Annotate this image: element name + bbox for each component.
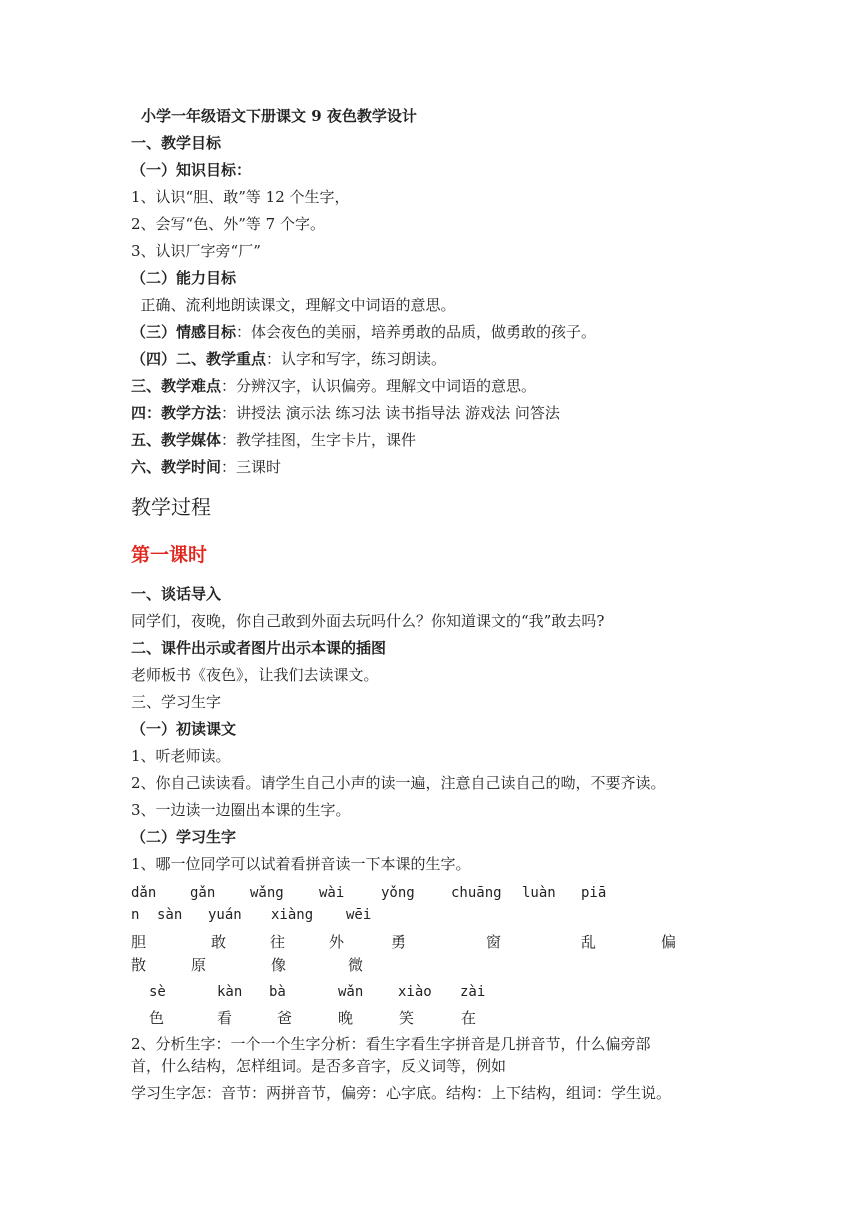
lesson-heading: 第一课时 bbox=[131, 544, 208, 566]
hanzi: 敢 bbox=[211, 933, 227, 951]
paragraph: 同学们，夜晚，你自己敢到外面去玩吗什么？你知道课文的“我”敢去吗? bbox=[131, 612, 605, 630]
line-key-points bbox=[131, 349, 446, 369]
label: 三、教学难点 bbox=[131, 377, 222, 395]
subsection-heading: （一）知识目标： bbox=[131, 161, 252, 179]
hanzi: 爸 bbox=[277, 1009, 293, 1027]
pinyin: wài bbox=[319, 885, 345, 901]
paragraph: 正确、流利地朗读课文，理解文中词语的意思。 bbox=[131, 296, 456, 314]
pinyin: piā bbox=[581, 885, 607, 901]
list-item: 1、认识“胆、敢”等 12 个生字， bbox=[131, 188, 350, 206]
line-media bbox=[131, 430, 416, 450]
label: （四）二、教学重点 bbox=[131, 350, 267, 368]
pinyin: xiào bbox=[398, 984, 432, 1000]
paragraph: 老师板书《夜色》，让我们去读课文。 bbox=[131, 666, 379, 684]
hanzi: 色 bbox=[149, 1009, 165, 1027]
subsection-heading: （二）能力目标 bbox=[131, 269, 237, 287]
label: （三）情感目标 bbox=[131, 323, 237, 341]
label: 五、教学媒体 bbox=[131, 431, 222, 449]
hanzi: 晚 bbox=[338, 1009, 354, 1027]
pinyin: bà bbox=[269, 984, 286, 1000]
section-heading: 三、学习生字 bbox=[131, 693, 222, 711]
hanzi: 看 bbox=[217, 1009, 233, 1027]
pinyin: wǎng bbox=[250, 885, 284, 901]
list-item: 3、认识厂字旁“厂” bbox=[131, 242, 261, 260]
list-item: 1、听老师读。 bbox=[131, 747, 231, 765]
pinyin: luàn bbox=[522, 885, 556, 901]
line-emotion-goal bbox=[131, 322, 596, 342]
process-heading: 教学过程 bbox=[131, 495, 211, 519]
pinyin: chuāng bbox=[451, 885, 502, 901]
list-item: 3、一边读一边圈出本课的生字。 bbox=[131, 801, 351, 819]
paragraph: 2、分析生字：一个一个生字分析：看生字看生字拼音是几拼音节，什么偏旁部 bbox=[131, 1035, 651, 1053]
pinyin: zài bbox=[460, 984, 486, 1000]
hanzi: 散 bbox=[131, 956, 147, 974]
hanzi: 微 bbox=[348, 956, 364, 974]
pinyin: yuán bbox=[208, 907, 242, 923]
text: ：体会夜色的美丽，培养勇敢的品质，做勇敢的孩子。 bbox=[236, 323, 597, 341]
pinyin: sè bbox=[149, 984, 166, 1000]
hanzi: 像 bbox=[271, 956, 287, 974]
list-item: 2、你自己读读看。请学生自己小声的读一遍，注意自己读自己的呦，不要齐读。 bbox=[131, 774, 666, 792]
text: ：三课时 bbox=[221, 458, 282, 476]
pinyin: yǒng bbox=[381, 885, 415, 901]
line-time bbox=[131, 457, 281, 477]
list-item: 1、哪一位同学可以试着看拼音读一下本课的生字。 bbox=[131, 855, 471, 873]
paragraph: 首，什么结构，怎样组词。是否多音字，反义词等，例如 bbox=[131, 1057, 507, 1075]
paragraph: 学习生字怎：音节：两拼音节，偏旁：心字底。结构：上下结构，组词：学生说。 bbox=[131, 1084, 672, 1102]
pinyin: kàn bbox=[217, 984, 243, 1000]
pinyin: gǎn bbox=[190, 885, 216, 901]
list-item: 2、会写“色、外”等 7 个字。 bbox=[131, 215, 325, 233]
hanzi: 在 bbox=[461, 1009, 477, 1027]
pinyin: sàn bbox=[157, 907, 183, 923]
pinyin: wēi bbox=[346, 907, 372, 923]
pinyin: xiàng bbox=[271, 907, 314, 923]
hanzi: 偏 bbox=[661, 933, 677, 951]
line-difficulties bbox=[131, 376, 536, 396]
hanzi: 胆 bbox=[131, 933, 147, 951]
text: ：分辨汉字，认识偏旁。理解文中词语的意思。 bbox=[221, 377, 537, 395]
pinyin: dǎn bbox=[131, 885, 157, 901]
pinyin: n bbox=[131, 907, 140, 923]
label: 六、教学时间 bbox=[131, 458, 222, 476]
doc-title: 小学一年级语文下册课文 9 夜色教学设计 bbox=[141, 107, 417, 125]
text: ：认字和写字，练习朗读。 bbox=[266, 350, 447, 368]
hanzi: 窗 bbox=[486, 933, 502, 951]
label: 四：教学方法 bbox=[131, 404, 222, 422]
subsection-heading: （二）学习生字 bbox=[131, 828, 237, 846]
section-heading: 二、课件出示或者图片出示本课的插图 bbox=[131, 639, 387, 657]
line-methods bbox=[131, 403, 560, 423]
text: ：教学挂图，生字卡片，课件 bbox=[221, 431, 417, 449]
hanzi: 笑 bbox=[399, 1009, 415, 1027]
pinyin: wǎn bbox=[338, 984, 364, 1000]
hanzi: 原 bbox=[191, 956, 207, 974]
subsection-heading: （一）初读课文 bbox=[131, 720, 237, 738]
hanzi: 往 bbox=[270, 933, 286, 951]
hanzi: 勇 bbox=[391, 933, 407, 951]
section-heading: 一、教学目标 bbox=[131, 134, 222, 152]
hanzi: 外 bbox=[329, 933, 345, 951]
hanzi: 乱 bbox=[581, 933, 597, 951]
section-heading: 一、谈话导入 bbox=[131, 585, 222, 603]
text: ：讲授法 演示法 练习法 读书指导法 游戏法 问答法 bbox=[221, 404, 560, 422]
